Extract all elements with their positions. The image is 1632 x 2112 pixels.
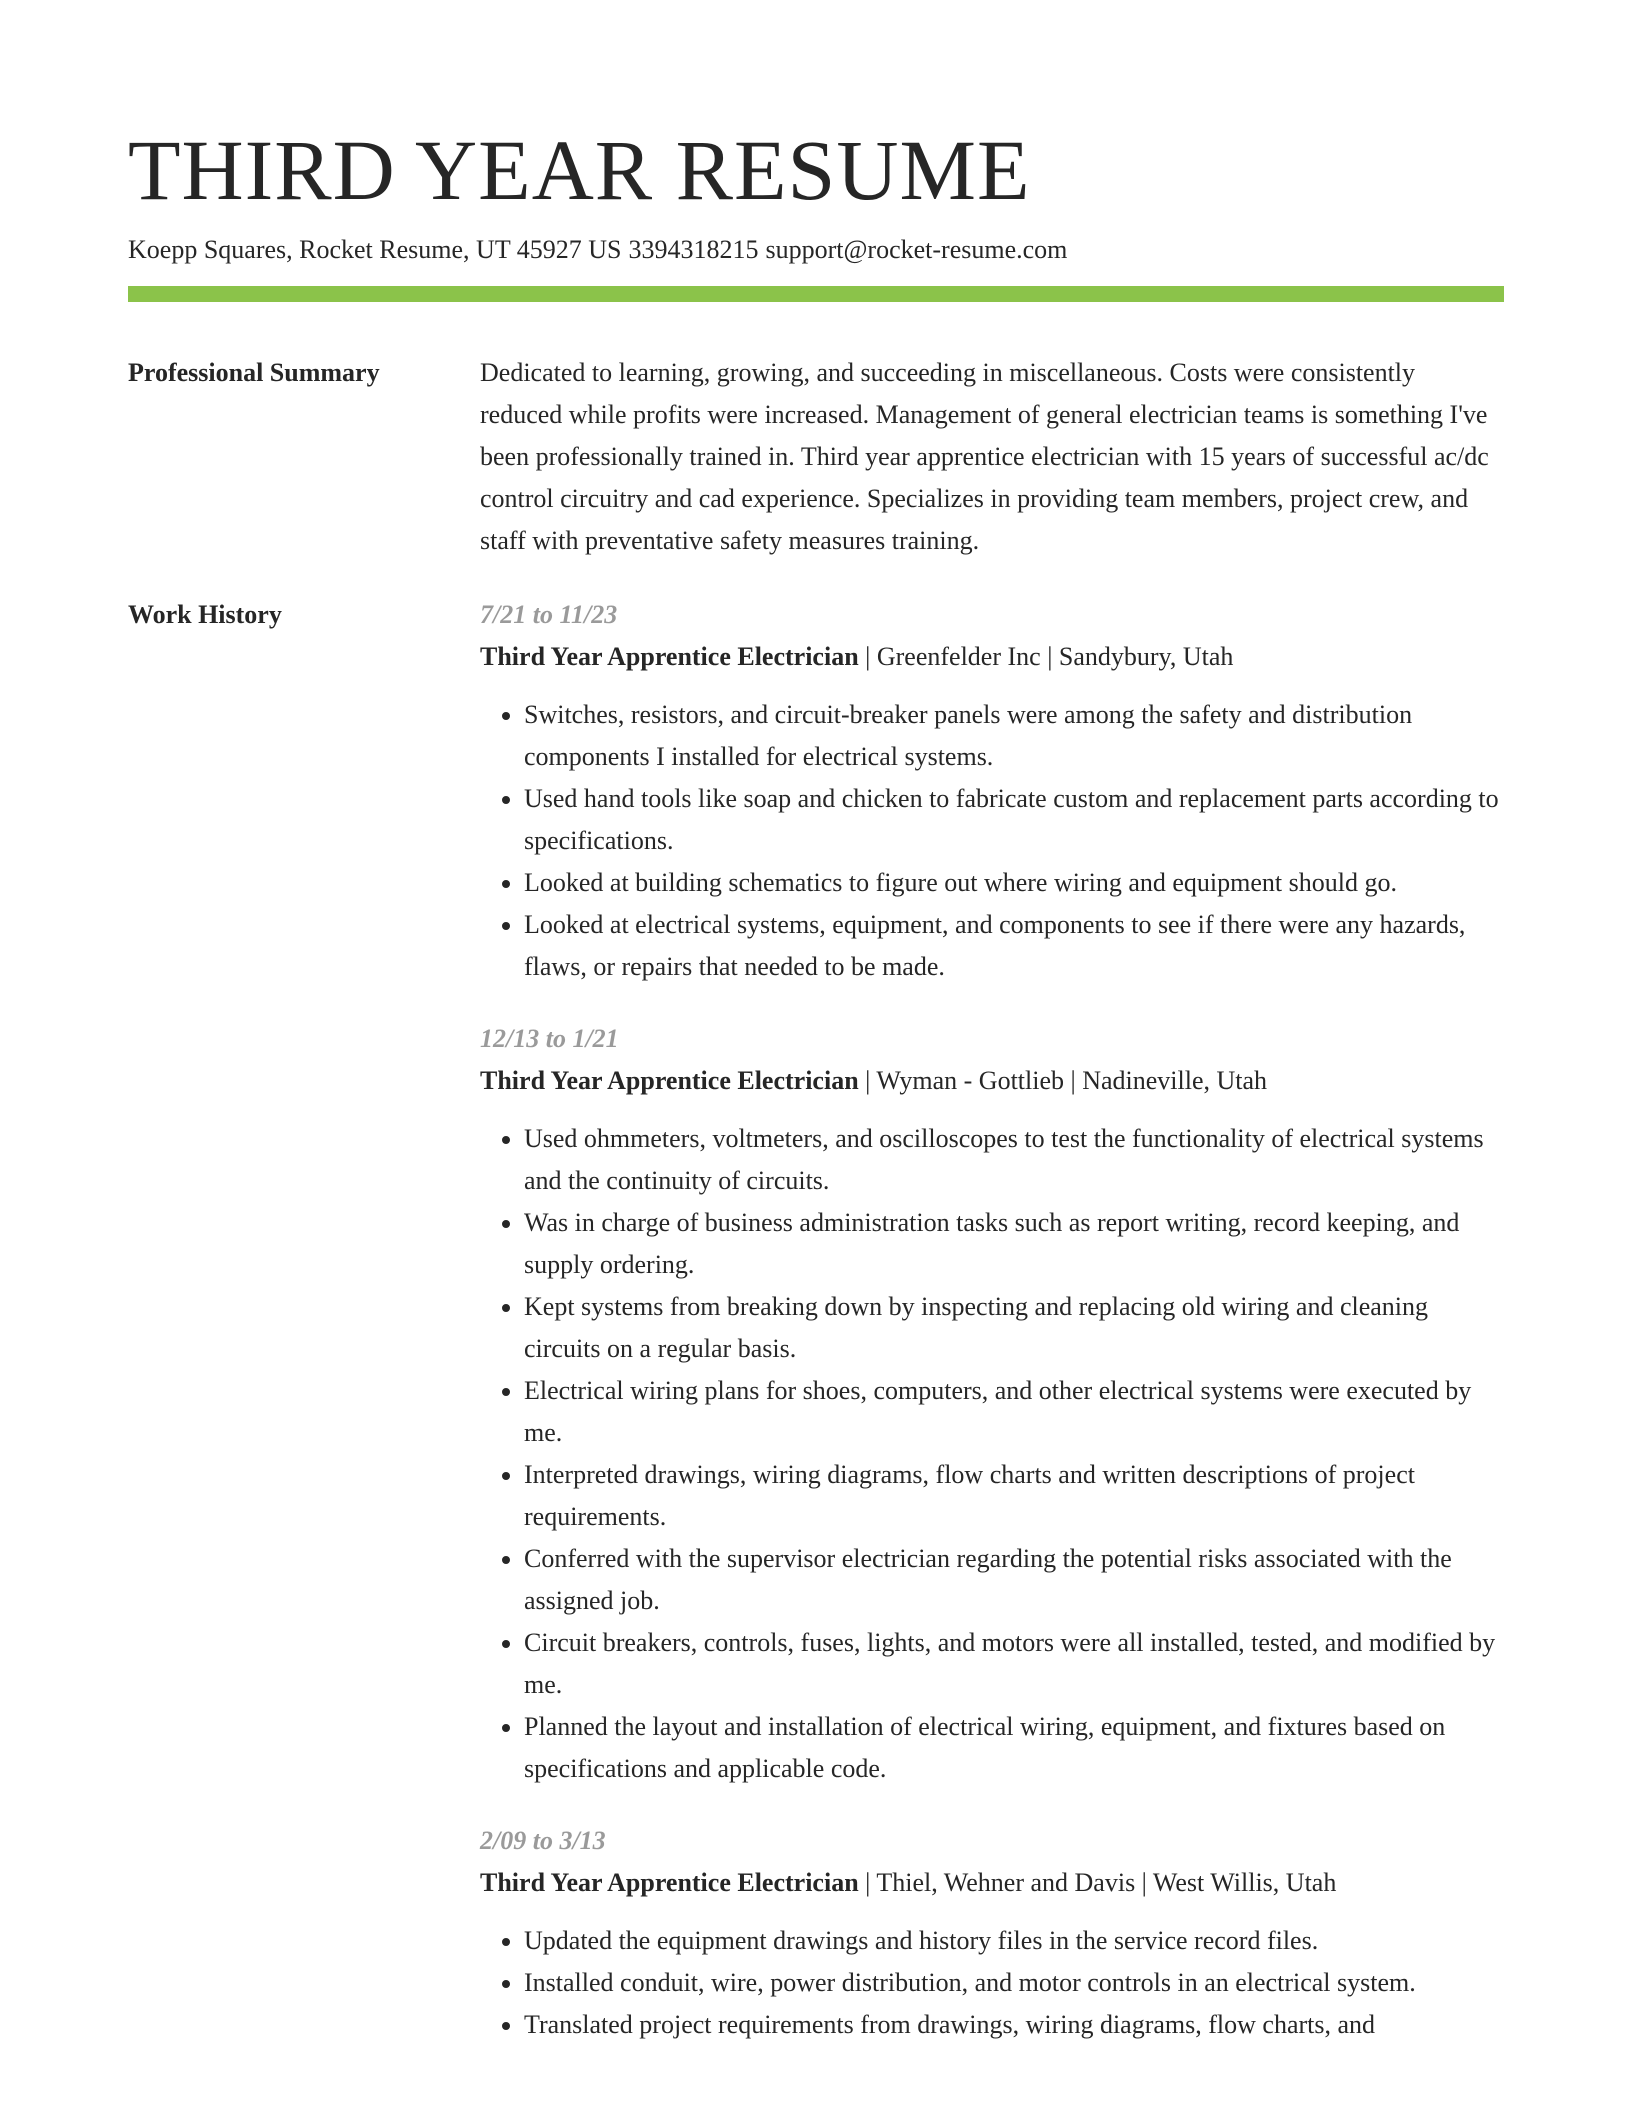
summary-text: Dedicated to learning, growing, and succeeding in miscellaneous. Costs were consistently reduced while profits were increased. Management of general electrician teams is something I've been professionally trained in. Third year apprentice electrician with 15 years of successful ac/dc control circuitry and cad experience. Specializes in providing team members, project crew, and staff with preventative safety measures training. <box>480 358 1489 555</box>
job-duty: • Was in charge of business administration tasks such as report writing, record keeping, and supply ordering. <box>524 1202 1504 1286</box>
job-title: Third Year Apprentice Electrician <box>480 642 859 671</box>
job-duty: • Kept systems from breaking down by inspecting and replacing old wiring and cleaning circuits on a regular basis. <box>524 1286 1504 1370</box>
job-entry <box>480 1018 1504 1790</box>
job-duties <box>480 1118 1504 1790</box>
work-history-list <box>480 594 1504 2076</box>
job-duty: • Planned the layout and installation of electrical wiring, equipment, and fixtures based on specifications and applicable code. <box>524 1706 1504 1790</box>
job-title: Third Year Apprentice Electrician <box>480 1066 859 1095</box>
job-dates: 7/21 to 11/23 <box>480 600 618 629</box>
professional-summary-section <box>128 352 1504 562</box>
job-heading <box>480 1862 1504 1904</box>
section-label-summary: Professional Summary <box>128 358 380 387</box>
job-duty: • Used hand tools like soap and chicken to fabricate custom and replacement parts according to specifications. <box>524 778 1504 862</box>
job-duty: • Interpreted drawings, wiring diagrams, flow charts and written descriptions of project requirements. <box>524 1454 1504 1538</box>
job-duty: • Electrical wiring plans for shoes, computers, and other electrical systems were executed by me. <box>524 1370 1504 1454</box>
job-duty: • Conferred with the supervisor electrician regarding the potential risks associated with the assigned job. <box>524 1538 1504 1622</box>
job-duties <box>480 1920 1504 2046</box>
job-employer-location: | Thiel, Wehner and Davis | West Willis, Utah <box>858 1868 1337 1897</box>
job-duty: • Translated project requirements from drawings, wiring diagrams, flow charts, and <box>524 2004 1504 2046</box>
job-employer-location: | Wyman - Gottlieb | Nadineville, Utah <box>858 1066 1268 1095</box>
contact-phone: 3394318215 <box>628 235 759 264</box>
job-duty: • Used ohmmeters, voltmeters, and oscilloscopes to test the functionality of electrical systems and the continuity of circuits. <box>524 1118 1504 1202</box>
job-entry <box>480 594 1504 988</box>
job-duty: • Updated the equipment drawings and history files in the service record files. <box>524 1920 1504 1962</box>
job-heading <box>480 636 1504 678</box>
job-duty: • Switches, resistors, and circuit-breaker panels were among the safety and distribution components I installed for electrical systems. <box>524 694 1504 778</box>
job-duty: • Looked at building schematics to figure out where wiring and equipment should go. <box>524 862 1504 904</box>
contact-line <box>128 232 1504 268</box>
job-employer-location: | Greenfelder Inc | Sandybury, Utah <box>858 642 1234 671</box>
job-title: Third Year Apprentice Electrician <box>480 1868 859 1897</box>
header-divider <box>128 286 1504 302</box>
job-entry <box>480 1820 1504 2046</box>
work-history-section <box>128 594 1504 2076</box>
resume-page <box>128 120 1504 2076</box>
section-label-work-history: Work History <box>128 600 282 629</box>
job-dates: 12/13 to 1/21 <box>480 1024 619 1053</box>
job-duty: • Installed conduit, wire, power distribution, and motor controls in an electrical system. <box>524 1962 1504 2004</box>
resume-title: THIRD YEAR RESUME <box>128 122 1031 218</box>
job-dates: 2/09 to 3/13 <box>480 1826 606 1855</box>
job-duty: • Looked at electrical systems, equipment, and components to see if there were any hazards, flaws, or repairs that needed to be made. <box>524 904 1504 988</box>
contact-email: support@rocket-resume.com <box>765 235 1068 264</box>
job-heading <box>480 1060 1504 1102</box>
job-duties <box>480 694 1504 988</box>
contact-address: Koepp Squares, Rocket Resume, UT 45927 US <box>128 235 622 264</box>
job-duty: • Circuit breakers, controls, fuses, lights, and motors were all installed, tested, and modified by me. <box>524 1622 1504 1706</box>
